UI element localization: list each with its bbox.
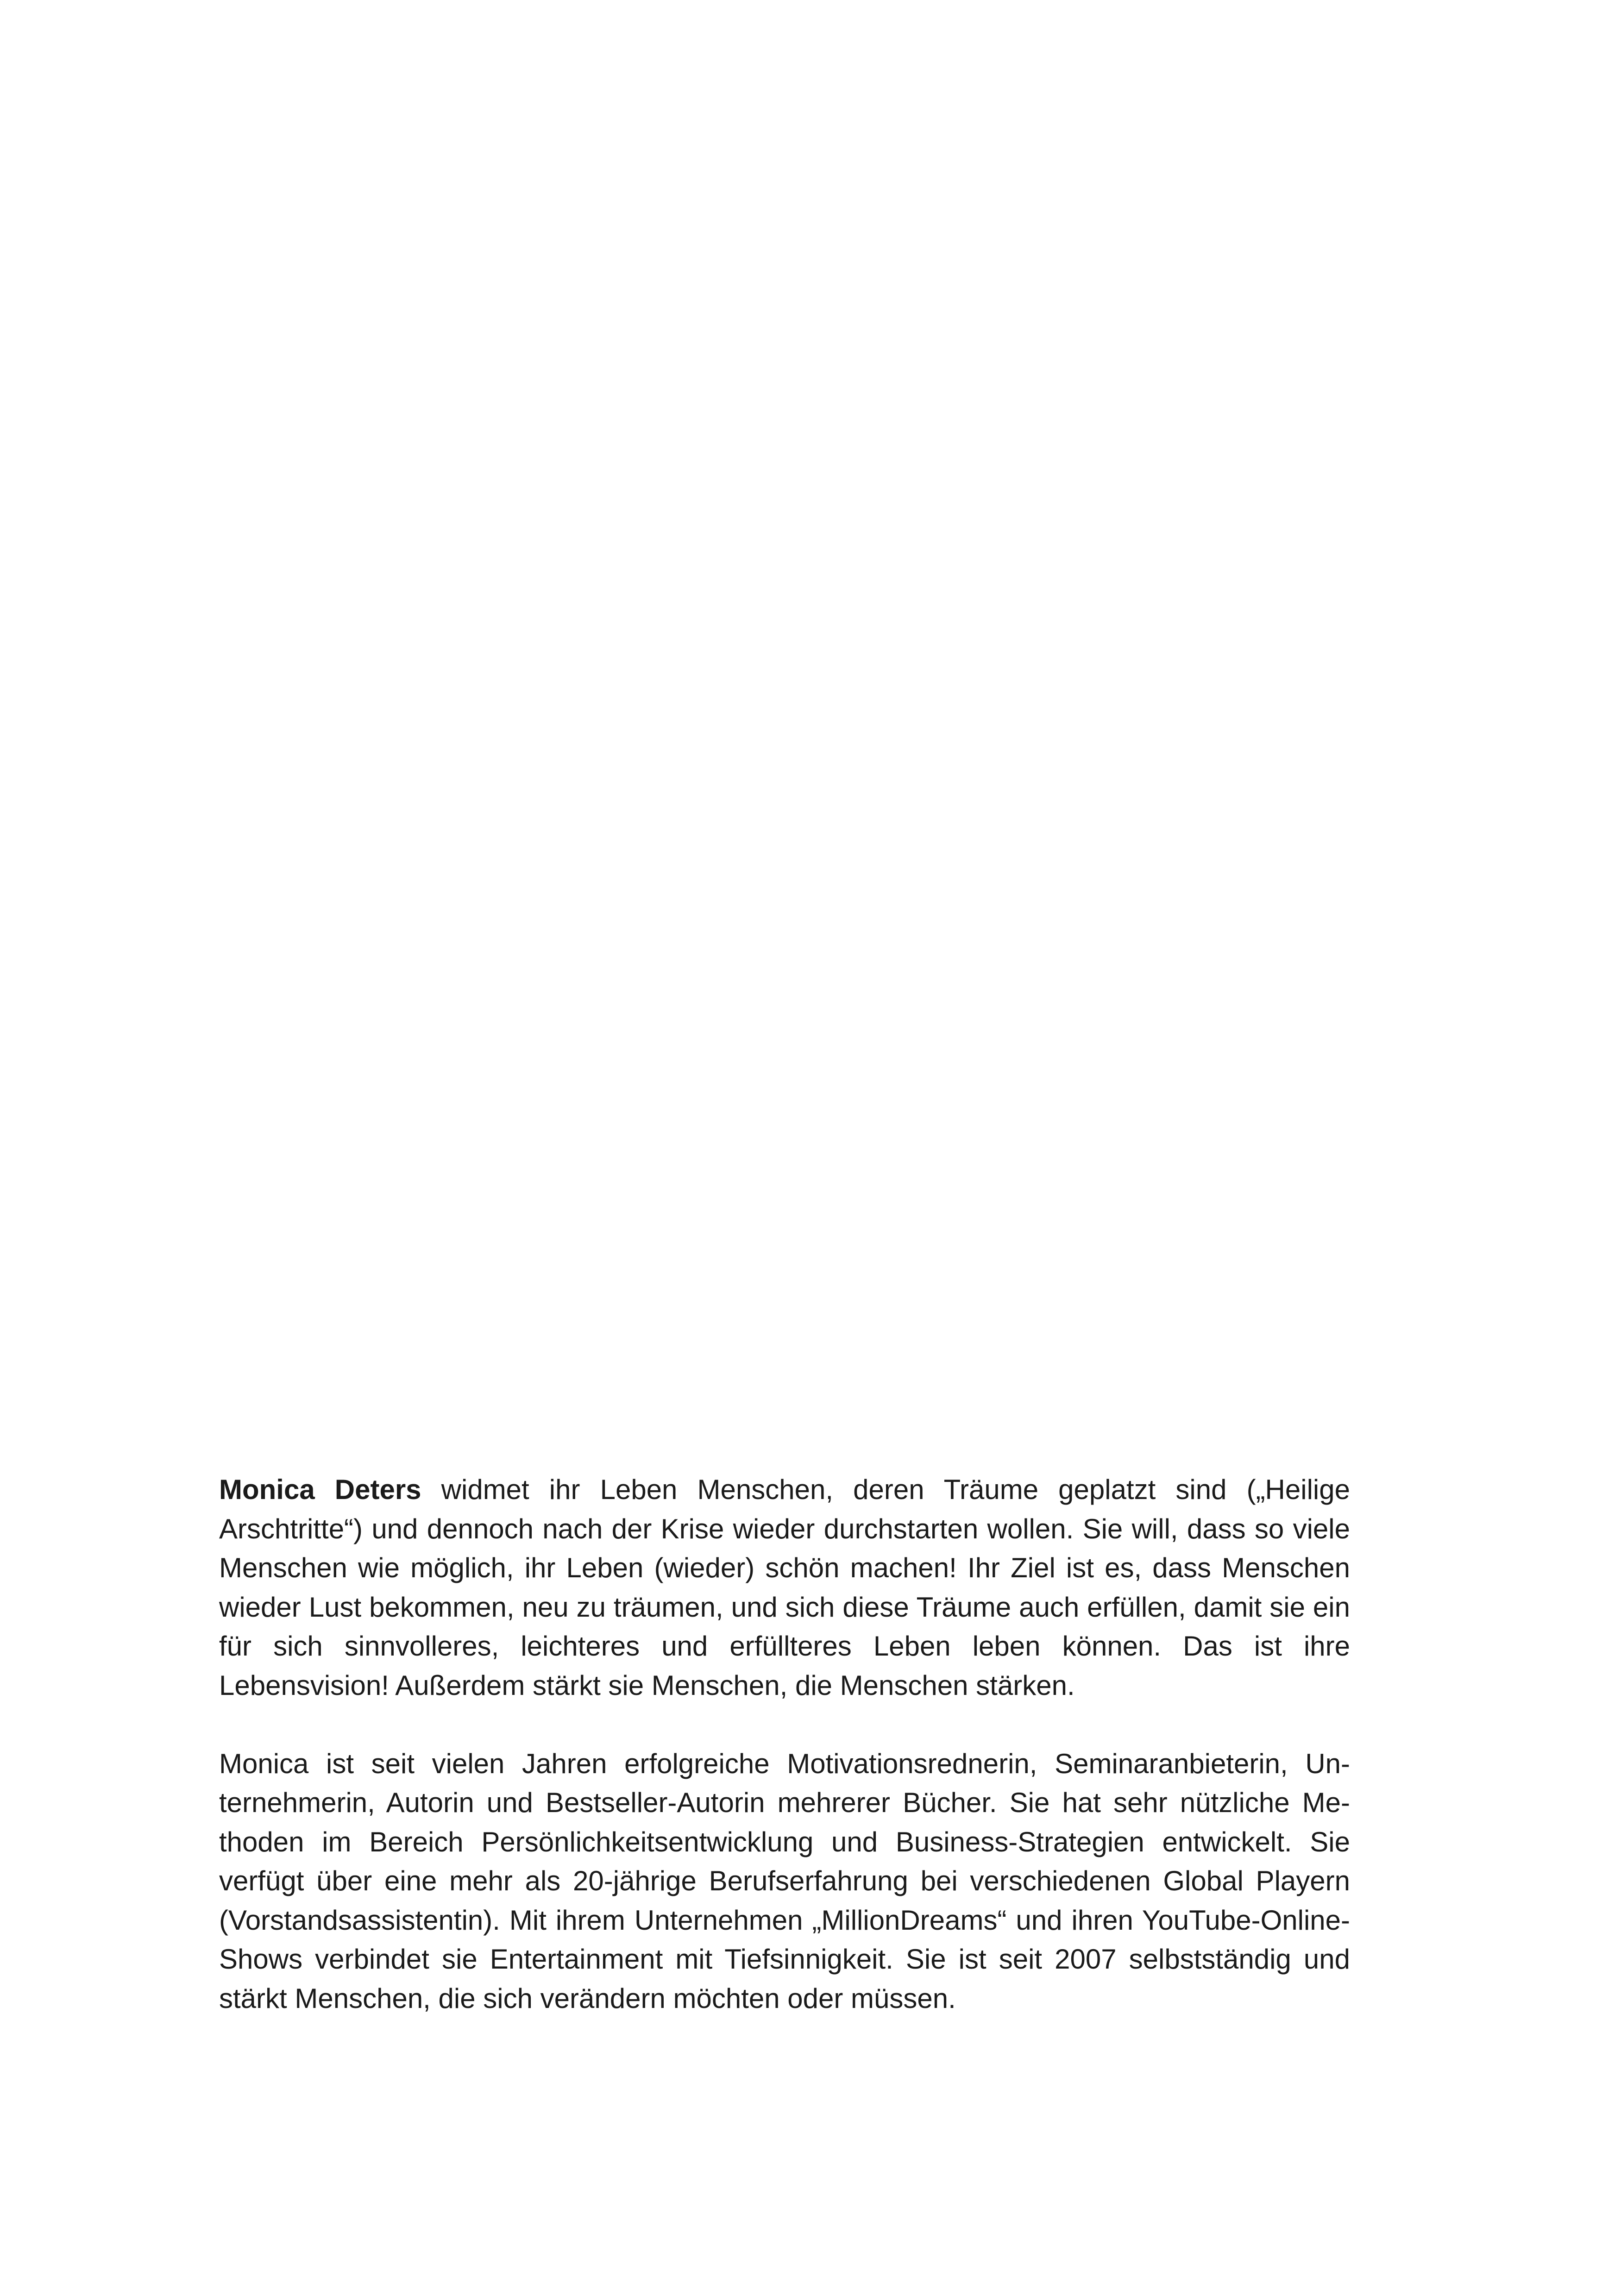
author-bio — [219, 1470, 1350, 2058]
author-name: Monica Deters — [219, 1474, 421, 1505]
bio-paragraph-1-text: widmet ihr Leben Menschen, deren Träume geplatzt sind („Heilige Arschtritte“) und dennoch nach der Krise wieder durchstarten wollen. Sie will, dass so viele Menschen wie möglich, ihr Leben (wieder) schön machen! Ihr Ziel ist es, dass Menschen wieder Lust bekommen, neu zu träumen, und sich diese Träume auch erfüllen, damit sie ein für sich sinnvolleres, leichteres und erfüllteres Leben leben können. Das ist ihre Lebensvision! Außerdem stärkt sie Menschen, die Menschen stärken. — [219, 1474, 1350, 1701]
bio-paragraph-2: Monica ist seit vielen Jahren erfolgreiche Motivationsrednerin, Seminaranbieterin, Unternehmerin, Autorin und Bestseller-Autorin mehrerer Bücher. Sie hat sehr nützliche Methoden im Bereich Persönlichkeitsentwicklung und Business-Strategien entwickelt. Sie verfügt über eine mehr als 20-jährige Berufserfahrung bei verschiedenen Global Playern (Vorstandsassistentin). Mit ihrem Unternehmen „MillionDreams“ und ihren YouTube-Online-Shows verbindet sie Entertainment mit Tiefsinnigkeit. Sie ist seit 2007 selbstständig und stärkt Menschen, die sich verändern möchten oder müssen. — [219, 1748, 1350, 2014]
bio-paragraph-1 — [219, 1470, 1350, 1705]
